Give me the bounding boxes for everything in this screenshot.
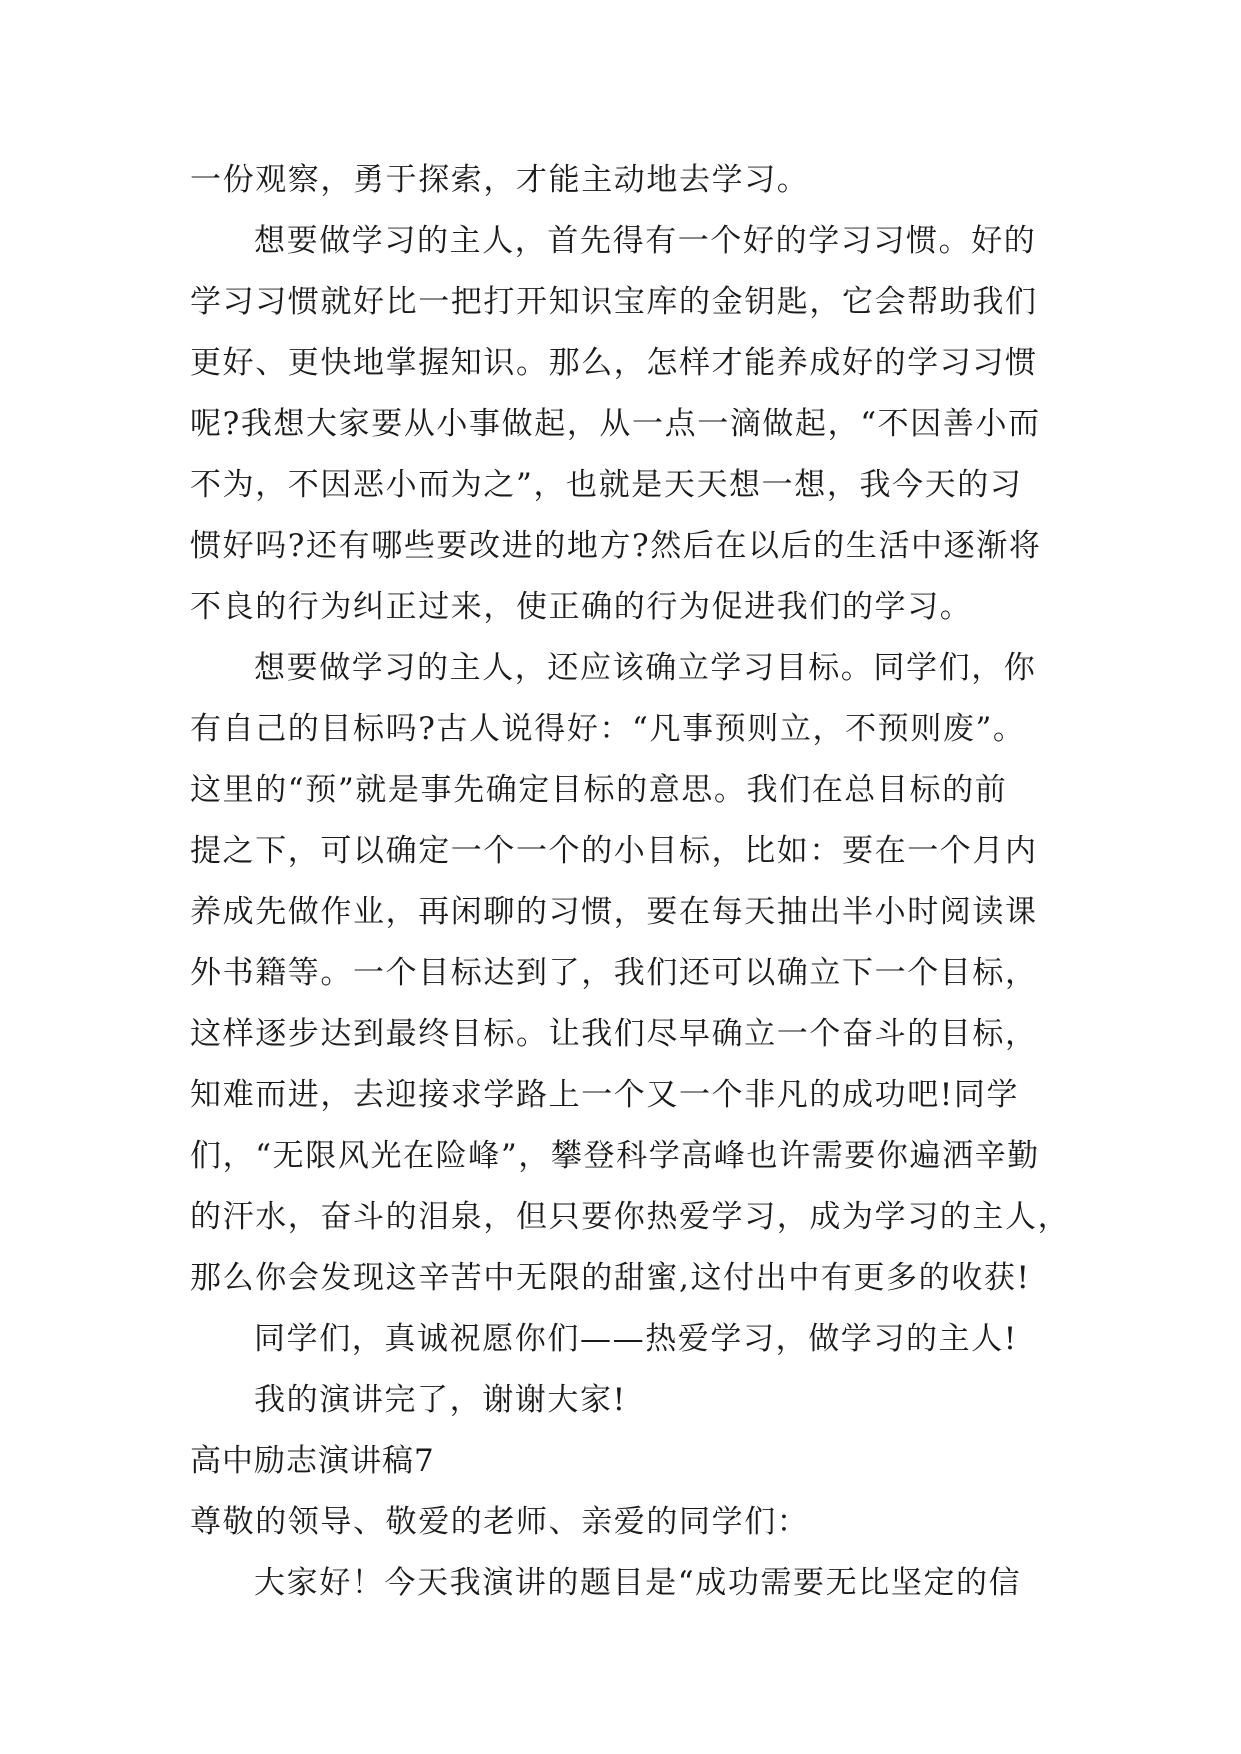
paragraph-line: 外书籍等。一个目标达到了，我们还可以确立下一个目标，	[190, 955, 1038, 991]
paragraph-line: 有自己的目标吗?古人说得好：“凡事预则立，不预则废”。	[190, 711, 1026, 747]
paragraph-line: 知难而进，去迎接求学路上一个又一个非凡的成功吧!同学	[190, 1077, 1020, 1113]
salutation-line: 尊敬的领导、敬爱的老师、亲爱的同学们：	[190, 1504, 810, 1540]
paragraph-line: 大家好！今天我演讲的题目是“成功需要无比坚定的信	[254, 1565, 1022, 1601]
section-heading: 高中励志演讲稿7	[190, 1443, 435, 1479]
paragraph-line: 这样逐步达到最终目标。让我们尽早确立一个奋斗的目标，	[190, 1016, 1038, 1052]
paragraph-line: 养成先做作业，再闲聊的习惯，要在每天抽出半小时阅读课	[190, 894, 1038, 930]
paragraph-line: 那么你会发现这辛苦中无限的甜蜜,这付出中有更多的收获!	[190, 1260, 1031, 1296]
paragraph-line: 惯好吗?还有哪些要改进的地方?然后在以后的生活中逐渐将	[190, 528, 1042, 564]
paragraph-line: 想要做学习的主人，首先得有一个好的学习习惯。好的	[254, 223, 1037, 259]
paragraph-line: 不为，不因恶小而为之”，也就是天天想一想，我今天的习	[190, 467, 1023, 503]
paragraph-line: 同学们，真诚祝愿你们——热爱学习，做学习的主人!	[254, 1321, 1018, 1357]
paragraph-line: 们，“无限风光在险峰”，攀登科学高峰也许需要你遍洒辛勤	[190, 1138, 1040, 1174]
paragraph-line: 一份观察，勇于探索，才能主动地去学习。	[190, 162, 810, 198]
paragraph-line: 想要做学习的主人，还应该确立学习目标。同学们，你	[254, 650, 1037, 686]
paragraph-line: 这里的“预”就是事先确定目标的意思。我们在总目标的前	[190, 772, 1008, 808]
paragraph-line: 提之下，可以确定一个一个的小目标，比如：要在一个月内	[190, 833, 1038, 869]
paragraph-line: 不良的行为纠正过来，使正确的行为促进我们的学习。	[190, 589, 973, 625]
paragraph-line: 我的演讲完了，谢谢大家!	[254, 1382, 627, 1418]
paragraph-line: 学习习惯就好比一把打开知识宝库的金钥匙，它会帮助我们	[190, 284, 1038, 320]
paragraph-line: 的汗水，奋斗的泪泉，但只要你热爱学习，成为学习的主人，	[190, 1199, 1071, 1235]
paragraph-line: 更好、更快地掌握知识。那么，怎样才能养成好的学习习惯	[190, 345, 1038, 381]
paragraph-line: 呢?我想大家要从小事做起，从一点一滴做起，“不因善小而	[190, 406, 1041, 442]
